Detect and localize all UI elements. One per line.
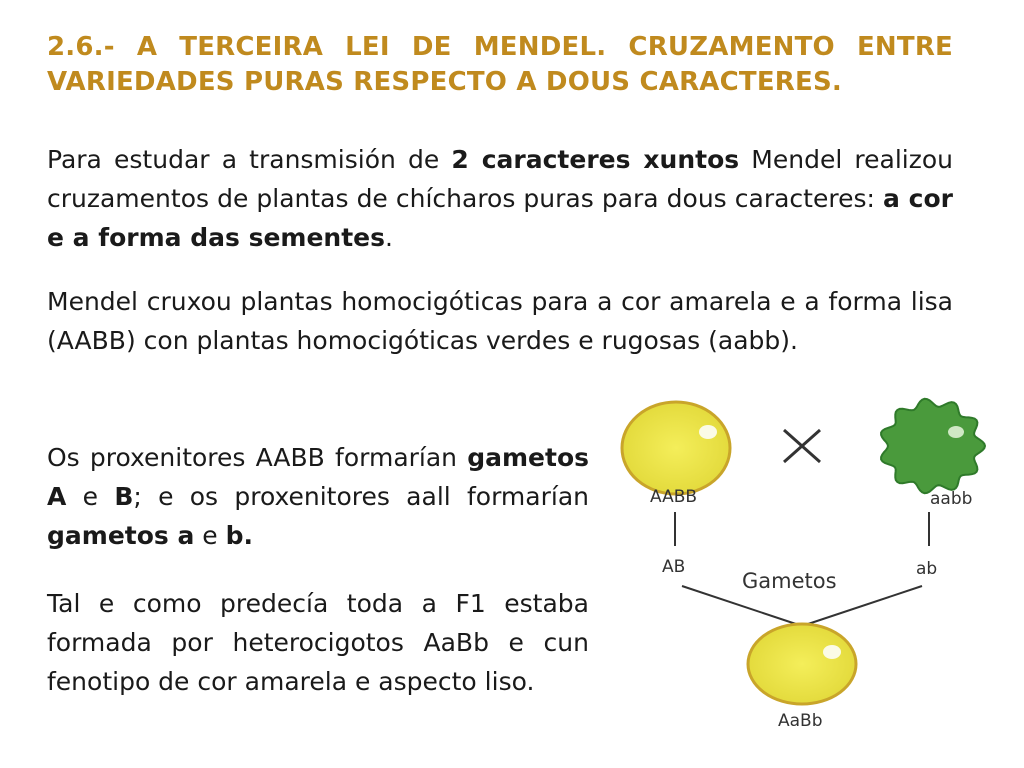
cross-icon [784, 430, 820, 462]
label-gametes: Gametos [742, 569, 837, 593]
intro-text-2: Mendel realizou cruzamentos de plantas de chícharos puras para dous caracteres: [47, 145, 954, 213]
paragraph-f1: Tal e como predecía toda a F1 estaba formada por heterocigotos AaBb e cun fenotipo de cor amarela e aspecto liso. [47, 589, 589, 696]
paragraph-gametes [47, 438, 589, 555]
slide-title: 2.6.- A TERCEIRA LEI DE MENDEL. CRUZAMENTO ENTRE VARIEDADES PURAS RESPECTO A DOUS CARACTERES. [47, 32, 953, 97]
gametes-bold-4: b. [225, 521, 254, 550]
intro-text-1: Para estudar a transmisión de [47, 145, 452, 174]
gametes-text-1: Os proxenitores AABB formarían [47, 443, 468, 472]
yellow-smooth-seed-parent [622, 402, 730, 494]
paragraph-intro [47, 140, 953, 257]
gametes-text-4: e [194, 521, 226, 550]
gametes-bold-2: B [114, 482, 134, 511]
mendel-cross-diagram [612, 396, 1012, 736]
gametes-text-2: e [66, 482, 115, 511]
gametes-bold-1: gametos A [47, 443, 589, 511]
label-gamete-recessive: ab [916, 559, 938, 579]
label-parent-recessive: aabb [930, 489, 973, 509]
intro-bold-2: a cor e a forma das sementes [47, 184, 953, 252]
paragraph-cross: Mendel cruxou plantas homocigóticas para a cor amarela e a forma lisa (AABB) con plantas homocigóticas verdes e rugosas (aabb). [47, 287, 953, 355]
yellow-smooth-seed-offspring [748, 624, 856, 704]
green-wrinkled-seed-parent [881, 399, 985, 493]
label-offspring: AaBb [778, 711, 823, 731]
gametes-text-3: ; e os proxenitores aall formarían [133, 482, 589, 511]
label-parent-dominant: AABB [650, 487, 698, 507]
intro-text-3: . [385, 223, 393, 252]
label-gamete-dominant: AB [662, 557, 686, 577]
gametes-bold-3: gametos a [47, 521, 195, 550]
intro-bold-1: 2 caracteres xuntos [451, 145, 740, 174]
